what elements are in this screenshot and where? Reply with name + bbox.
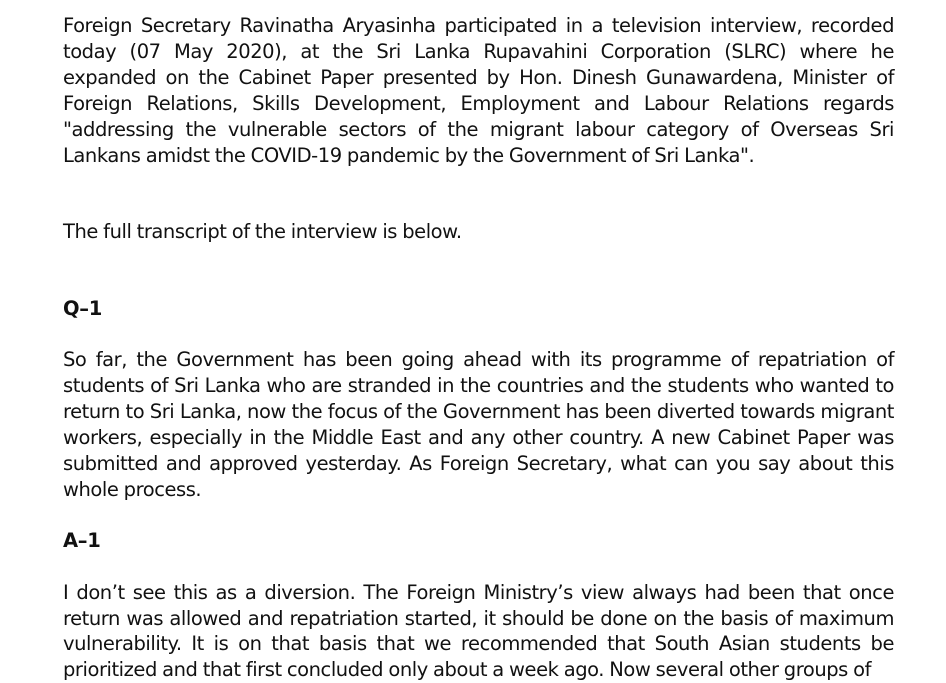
intro-paragraph: Foreign Secretary Ravinatha Aryasinha participated in a television interview, recorded today (07 May 2020), at the Sri Lanka Rupavahini Corporation (SLRC) where he expanded on the Cabinet Paper presented by Hon. Dinesh Gunawardena, Minister of Foreign Relations, Skills Development, Employment and Labour Relations regards "addressing the vulnerable sectors of the migrant labour category of Overseas Sri Lankans amidst the COVID-19 pandemic by the Government of Sri Lanka". <box>63 14 894 167</box>
question-1-text: So far, the Government has been going ahead with its programme of repatriation of students of Sri Lanka who are stranded in the countries and the students who wanted to return to Sri Lanka, now the focus of the Government has been diverted towards migrant workers, especially in the Middle East and any other country. A new Cabinet Paper was submitted and approved yesterday. As Foreign Secretary, what can you say about this whole process. <box>63 348 894 501</box>
document-body <box>63 13 894 683</box>
question-1-heading: Q–1 <box>63 297 102 321</box>
transcript-note: The full transcript of the interview is below. <box>63 220 462 244</box>
answer-1-heading: A–1 <box>63 528 101 552</box>
answer-1-text: I don’t see this as a diversion. The Foreign Ministry’s view always had been that once return was allowed and repatriation started, it should be done on the basis of maximum vulnerability. It is on that basis that we recommended that South Asian students be prioritized and that first concluded only about a week ago. Now several other groups of <box>63 580 894 682</box>
